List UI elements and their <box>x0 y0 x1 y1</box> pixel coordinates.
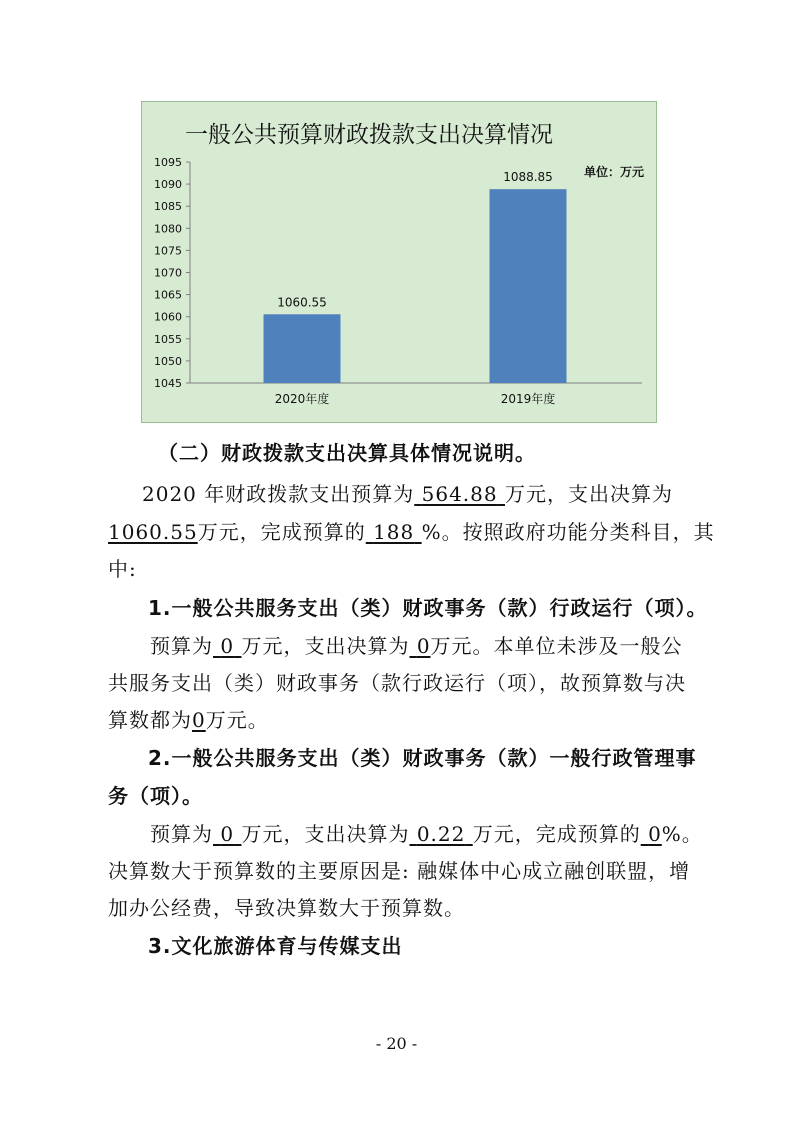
section-heading: （二）财政拨款支出决算具体情况说明。 <box>158 441 536 465</box>
item1-actual-value: 0 <box>416 634 431 658</box>
p1-budget-value: 564.88 <box>421 482 498 506</box>
y-tick-label: 1060 <box>154 310 182 324</box>
y-tick-label: 1090 <box>154 178 182 192</box>
y-tick-label: 1065 <box>154 288 182 302</box>
item2-actual-value: 0.22 <box>416 822 466 846</box>
y-tick-label: 1050 <box>154 354 182 368</box>
p1-text-d: %。按照政府功能分类科目，其 <box>421 520 715 544</box>
y-tick-label: 1095 <box>154 156 182 169</box>
item-1-title: 1.一般公共服务支出（类）财政事务（款）行政运行（项）。 <box>148 596 708 620</box>
item-2-title-line-2: 务（项）。 <box>108 784 203 808</box>
item-2-line-2: 决算数大于预算数的主要原因是: 融媒体中心成立融创联盟，增 <box>108 859 691 883</box>
bar <box>490 189 567 383</box>
item-3-title: 3.文化旅游体育与传媒支出 <box>148 934 403 958</box>
y-tick-label: 1070 <box>154 266 182 280</box>
p1-text-c: 万元，完成预算的 <box>197 520 366 544</box>
x-tick-label: 2020年度 <box>274 392 330 406</box>
item-1-line-3: 算数都为0万元。 <box>108 708 269 732</box>
p1-actual-value: 1060.55 <box>108 520 198 544</box>
item-2-line-3: 加办公经费，导致决算数大于预算数。 <box>108 896 465 920</box>
item2-rate-value: 0 <box>648 822 662 846</box>
paragraph-1-line-1 <box>142 478 732 510</box>
bar-data-label: 1088.85 <box>503 170 553 185</box>
chart-title: 一般公共预算财政拨款支出决算情况 <box>185 122 553 148</box>
item2-budget-value: 0 <box>220 822 235 846</box>
p1-rate-value: 188 <box>373 520 415 544</box>
chart-unit-label: 单位：万元 <box>584 165 645 179</box>
item1-total-value: 0 <box>192 708 206 732</box>
paragraph-1-line-3: 中: <box>108 557 137 581</box>
p1-text-b: 万元，支出决算为 <box>504 482 673 506</box>
y-tick-label: 1080 <box>154 222 182 236</box>
p1-text-a: 2020 年财政拨款支出预算为 <box>142 482 415 506</box>
item-1-line-1: 预算为 0 万元，支出决算为 0万元。本单位未涉及一般公 <box>150 634 683 658</box>
bar-chart <box>141 101 657 423</box>
y-tick-label: 1045 <box>154 377 182 390</box>
item-2-line-1: 预算为 0 万元，支出决算为 0.22 万元，完成预算的 0%。 <box>150 822 703 846</box>
bar-data-label: 1060.55 <box>277 295 327 310</box>
page-number: - 20 - <box>375 1034 418 1053</box>
x-tick-label: 2019年度 <box>500 392 556 406</box>
item-2-title-line-1: 2.一般公共服务支出（类）财政事务（款）一般行政管理事 <box>148 746 697 770</box>
bar <box>264 314 341 383</box>
paragraph-1-line-2 <box>108 516 715 548</box>
item1-budget-value: 0 <box>220 634 235 658</box>
item-1-line-2: 共服务支出（类）财政事务（款行政运行（项），故预算数与决 <box>108 671 686 695</box>
y-tick-label: 1055 <box>154 332 182 346</box>
chart-svg <box>142 102 658 424</box>
y-tick-label: 1085 <box>154 200 182 214</box>
y-tick-label: 1075 <box>154 244 182 258</box>
